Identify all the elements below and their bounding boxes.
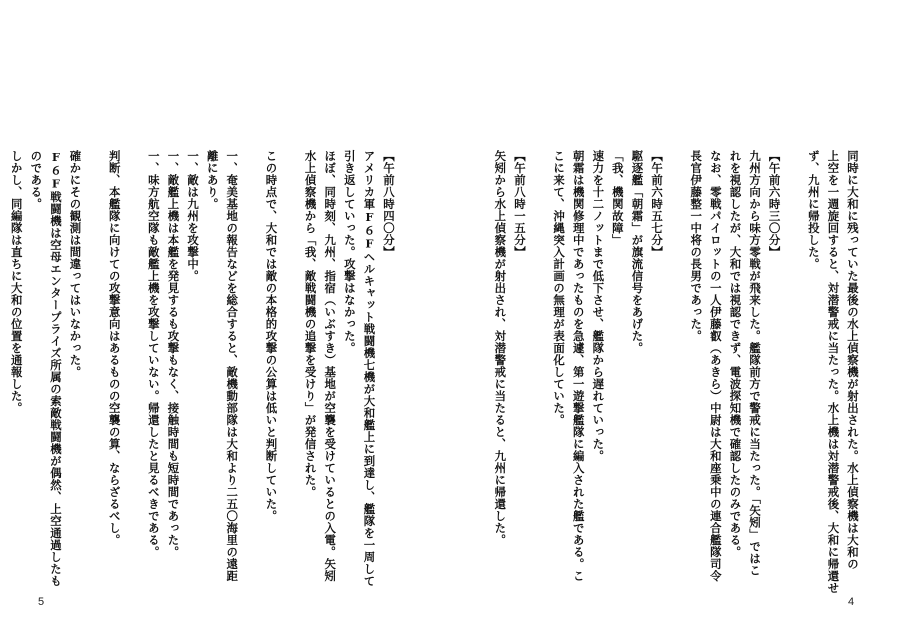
text-line: 九州方向から味方零戦が飛来した。艦隊前方で警戒に当たった。「矢矧」ではこ bbox=[748, 150, 763, 577]
text-line bbox=[124, 150, 144, 590]
text-line: 判断、本艦隊に向けての攻撃意向はあるものの空襲の算、ならざるべし。 bbox=[107, 150, 122, 546]
text-line: なお、零戦パイロットの一人伊藤叡（あきら）中尉は大和座乗中の連合艦隊司令 bbox=[708, 150, 723, 582]
text-line: ず、九州に帰投した。 bbox=[806, 150, 821, 270]
text-line: のである。 bbox=[29, 150, 44, 210]
text-line bbox=[280, 150, 300, 590]
text-line: しかし、同編隊は直ちに大和の位置を通報した。 bbox=[9, 150, 24, 414]
text-line: 【午前六時三〇分】 bbox=[767, 150, 782, 258]
text-line: 一、敵は九州を攻撃中。 bbox=[186, 150, 201, 282]
text-line: 確かにその観測は間違ってはいなかった。 bbox=[68, 150, 83, 378]
text-line: 水上偵察機から「我、敵戦闘機の追撃を受けり」が発信された。 bbox=[303, 150, 318, 498]
text-line bbox=[784, 150, 804, 590]
text-line bbox=[666, 150, 686, 590]
text-line: 【午前八時一五分】 bbox=[512, 150, 527, 258]
text-line: 駆逐艦「朝霜」が旗流信号をあげた。 bbox=[630, 150, 645, 354]
text-line: 【午前八時四〇分】 bbox=[382, 150, 396, 258]
text-line: 離にあり。 bbox=[205, 150, 220, 210]
text-line: こに来て、沖縄突入計画の無理が表面化していた。 bbox=[552, 150, 567, 426]
text-line: 「我、機関故障」 bbox=[610, 150, 625, 246]
left-page-body-text bbox=[9, 150, 398, 590]
text-line: 上空を一週旋回すると、対潜警戒に当たった。水上機は対潜警戒後、大和に帰還せ bbox=[826, 150, 841, 594]
text-line: ほぼ、同時刻、九州、指宿（いぶすき）基地が空襲を受けているとの入電。矢矧 bbox=[323, 150, 338, 582]
text-line: 矢矧から水上偵察機が射出され、対潜警戒に当たると、九州に帰還した。 bbox=[493, 150, 508, 546]
right-page-number: 4 bbox=[848, 596, 855, 608]
text-line: 一、敵艦上機は本艦を発見するも攻撃もなく、接触時間も短時間であった。 bbox=[166, 150, 181, 558]
text-line: 一、奄美基地の報告などを総合すると、敵機動部隊は大和より二五〇海里の遠距 bbox=[225, 150, 240, 582]
text-line: 朝霜は機関修理中であったものを急遽、第一遊撃艦隊に編入された艦である。こ bbox=[571, 150, 586, 582]
text-line: 一、味方航空隊も敵艦上機を攻撃していない。帰還したと見るべきである。 bbox=[146, 150, 161, 558]
text-line bbox=[241, 150, 261, 590]
text-line: れを視認したが、大和では視認できず、電波探知機で確認したのみである。 bbox=[728, 150, 743, 558]
text-line: 同時に大和に残っていた最後の水上偵察機が射出された。水上偵察機は大和の bbox=[846, 150, 860, 570]
right-page bbox=[450, 0, 900, 635]
text-line: 長官伊藤整一中将の長男であった。 bbox=[689, 150, 704, 342]
right-page-body-text bbox=[482, 150, 862, 594]
text-line: 速力を十二ノットまで低下させ、艦隊から遅れていった。 bbox=[591, 150, 606, 462]
text-line: 【午前六時五七分】 bbox=[650, 150, 665, 258]
text-line: アメリカ軍F６Fヘルキャット戦闘機七機が大和艦上に到達し、艦隊を一周して bbox=[362, 150, 377, 588]
text-line: 引き返していった。攻撃はなかった。 bbox=[342, 150, 357, 354]
text-line: この時点で、大和では敵の本格的攻撃の公算は低いと判断していた。 bbox=[264, 150, 279, 522]
left-page-number: 5 bbox=[38, 596, 45, 608]
text-line bbox=[529, 150, 549, 590]
text-line: F６F戦闘機は空母エンタープライズ所属の索敵戦闘機が偶然、上空通過したも bbox=[48, 150, 63, 588]
text-line bbox=[85, 150, 105, 590]
